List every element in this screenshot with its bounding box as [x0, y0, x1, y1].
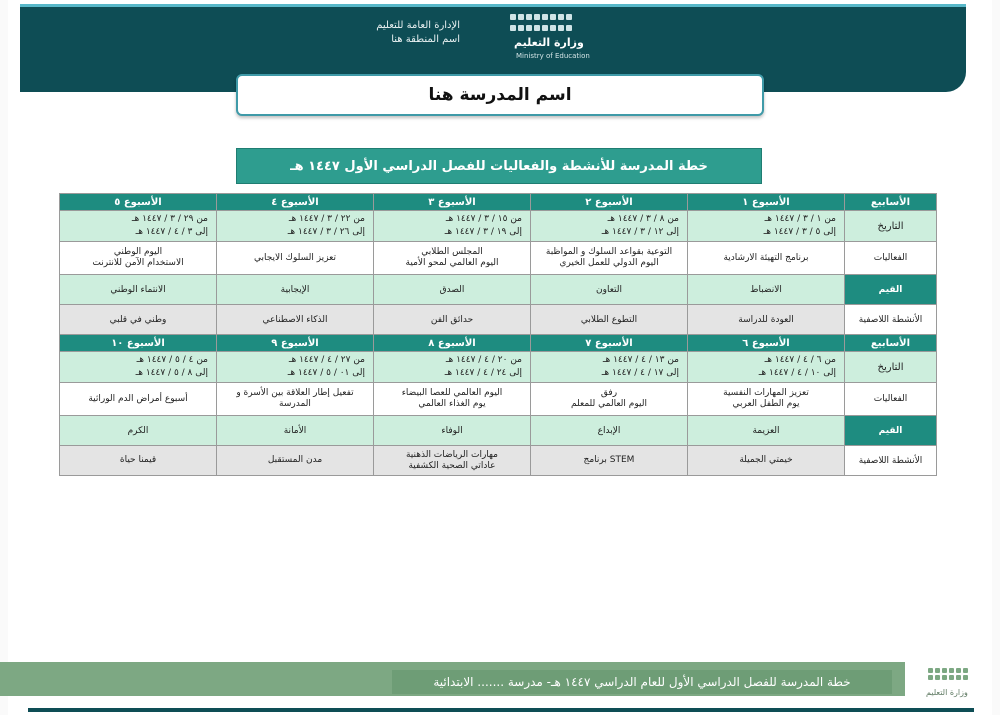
extracurricular-line: خيمتي الجميلة — [739, 455, 793, 465]
extracurricular-line: مهارات الرياضات الذهنية — [405, 449, 499, 460]
row-label-events: الفعاليات — [845, 383, 937, 416]
date-to: إلى ٠١ / ٥ / ١٤٤٧ هـ — [287, 368, 365, 378]
event-line: يوم الطفل العربي — [732, 399, 800, 409]
school-name-box — [236, 74, 764, 116]
week-header: الأسبوع ٦ — [688, 335, 845, 352]
date-cell — [374, 352, 531, 383]
activity-plan-table — [59, 193, 937, 476]
date-cell — [60, 211, 217, 242]
week-header: الأسبوع ٣ — [374, 194, 531, 211]
event-line: تفعيل إطار العلاقة بين الأسرة و — [236, 388, 354, 398]
date-cell — [531, 211, 688, 242]
week-header: الأسبوع ٢ — [531, 194, 688, 211]
row-label-date: التاريخ — [845, 352, 937, 383]
date-cell — [531, 352, 688, 383]
event-line: اليوم العالمي للعصا البيضاء — [401, 388, 503, 398]
date-from: من ٢٩ / ٣ / ١٤٤٧ هـ — [131, 214, 208, 224]
event-line: برنامج التهيئة الارشادية — [723, 252, 809, 263]
date-from: من ٤ / ٥ / ١٤٤٧ هـ — [136, 355, 208, 365]
event-line: الاستخدام الآمن للانترنت — [92, 258, 184, 268]
row-label-values: القيم — [845, 275, 937, 305]
event-line: اليوم الدولي للعمل الخيري — [559, 258, 659, 268]
extracurricular-cell: العودة للدراسة — [688, 305, 845, 335]
footer — [0, 662, 1000, 704]
value-cell: الانضباط — [688, 275, 845, 305]
table-row-weeks-2 — [60, 335, 937, 352]
row-label-weeks: الأسابيع — [845, 335, 937, 352]
extracurricular-cell — [217, 446, 374, 476]
value-cell: التعاون — [531, 275, 688, 305]
date-to: إلى ٢٦ / ٣ / ١٤٤٧ هـ — [287, 227, 365, 237]
date-to: إلى ٨ / ٥ / ١٤٤٧ هـ — [135, 368, 208, 378]
ministry-logo — [376, 12, 590, 62]
admin-line-2: اسم المنطقة هنا — [391, 34, 460, 45]
event-line: اليوم العالمي للمعلم — [571, 399, 647, 409]
week-header: الأسبوع ١ — [688, 194, 845, 211]
bottom-accent-line — [28, 708, 974, 712]
event-cell — [688, 383, 845, 416]
table-row-extracurricular-1 — [60, 305, 937, 335]
table-row-weeks-1 — [60, 194, 937, 211]
date-to: إلى ١٢ / ٣ / ١٤٤٧ هـ — [601, 227, 679, 237]
event-cell — [688, 242, 845, 275]
date-cell — [688, 352, 845, 383]
extracurricular-cell: حدائق الفن — [374, 305, 531, 335]
value-cell: الكرم — [60, 416, 217, 446]
date-to: إلى ١٩ / ٣ / ١٤٤٧ هـ — [444, 227, 522, 237]
date-from: من ٦ / ٤ / ١٤٤٧ هـ — [764, 355, 836, 365]
extracurricular-cell: الذكاء الاصطناعي — [217, 305, 374, 335]
extracurricular-cell — [60, 446, 217, 476]
event-cell — [374, 383, 531, 416]
value-cell: الإيجابية — [217, 275, 374, 305]
week-header: الأسبوع ١٠ — [60, 335, 217, 352]
extracurricular-line: مدن المستقبل — [267, 455, 323, 465]
header-accent-line — [20, 4, 966, 7]
row-label-date: التاريخ — [845, 211, 937, 242]
extracurricular-line: قيمنا حياة — [119, 455, 157, 465]
table-row-dates-1 — [60, 211, 937, 242]
row-label-events: الفعاليات — [845, 242, 937, 275]
event-cell — [60, 242, 217, 275]
event-cell — [531, 383, 688, 416]
school-name: اسم المدرسة هنا — [428, 85, 572, 105]
date-from: من ١٥ / ٣ / ١٤٤٧ هـ — [445, 214, 522, 224]
date-from: من ٢٢ / ٣ / ١٤٤٧ هـ — [288, 214, 365, 224]
event-cell — [217, 242, 374, 275]
date-to: إلى ٢٤ / ٤ / ١٤٤٧ هـ — [444, 368, 522, 378]
date-cell — [60, 352, 217, 383]
date-to: إلى ١٧ / ٤ / ١٤٤٧ هـ — [601, 368, 679, 378]
ministry-name-ar: وزارة التعليم — [514, 36, 584, 49]
event-cell — [531, 242, 688, 275]
date-from: من ٢٠ / ٤ / ١٤٤٧ هـ — [445, 355, 522, 365]
date-to: إلى ١٠ / ٤ / ١٤٤٧ هـ — [758, 368, 836, 378]
extracurricular-cell — [531, 446, 688, 476]
admin-line-1: الإدارة العامة للتعليم — [376, 20, 460, 31]
row-label-extracurricular: الأنشطة اللاصفية — [845, 305, 937, 335]
date-cell — [217, 352, 374, 383]
value-cell: الانتماء الوطني — [60, 275, 217, 305]
event-line: المدرسة — [279, 399, 311, 409]
footer-ministry-logo — [906, 666, 986, 698]
row-label-extracurricular: الأنشطة اللاصفية — [845, 446, 937, 476]
ministry-name-en: Ministry of Education — [516, 52, 590, 60]
date-to: إلى ٥ / ٣ / ١٤٤٧ هـ — [763, 227, 836, 237]
value-cell: الإبداع — [531, 416, 688, 446]
extracurricular-line: عاداتي الصحية الكشفية — [408, 460, 496, 471]
date-from: من ١٣ / ٤ / ١٤٤٧ هـ — [602, 355, 679, 365]
date-cell — [374, 211, 531, 242]
event-cell — [60, 383, 217, 416]
date-cell — [688, 211, 845, 242]
event-line: يوم الغذاء العالمي — [418, 399, 486, 409]
event-cell — [217, 383, 374, 416]
date-to: إلى ٣ / ٤ / ١٤٤٧ هـ — [135, 227, 208, 237]
date-from: من ١ / ٣ / ١٤٤٧ هـ — [764, 214, 836, 224]
date-cell — [217, 211, 374, 242]
week-header: الأسبوع ٩ — [217, 335, 374, 352]
extracurricular-cell — [374, 446, 531, 476]
table-row-events-1 — [60, 242, 937, 275]
table-row-values-1 — [60, 275, 937, 305]
date-from: من ٨ / ٣ / ١٤٤٧ هـ — [607, 214, 679, 224]
row-label-values: القيم — [845, 416, 937, 446]
value-cell: الصدق — [374, 275, 531, 305]
row-label-weeks: الأسابيع — [845, 194, 937, 211]
extracurricular-cell — [688, 446, 845, 476]
event-line: التوعية بقواعد السلوك و المواظبة — [545, 247, 673, 257]
date-from: من ٢٧ / ٤ / ١٤٤٧ هـ — [288, 355, 365, 365]
footer-text: خطة المدرسة للفصل الدراسي الأول للعام الدراسي ١٤٤٧ هـ- مدرسة ....... الابتدائية — [392, 670, 892, 694]
week-header: الأسبوع ٨ — [374, 335, 531, 352]
plan-title: خطة المدرسة للأنشطة والفعاليات للفصل الدراسي الأول ١٤٤٧ هـ — [236, 148, 762, 184]
table-row-dates-2 — [60, 352, 937, 383]
event-line: اليوم الوطني — [113, 247, 163, 257]
extracurricular-cell: وطني في قلبي — [60, 305, 217, 335]
event-line: اليوم العالمي لمحو الأمية — [405, 258, 499, 268]
event-line: تعزيز السلوك الايجابي — [253, 252, 337, 263]
event-line: رفق — [600, 388, 618, 398]
event-line: تعزيز المهارات النفسية — [723, 388, 809, 398]
footer-logo-icon — [928, 668, 968, 680]
event-cell — [374, 242, 531, 275]
footer-logo-text: وزارة التعليم — [926, 688, 968, 697]
value-cell: الأمانة — [217, 416, 374, 446]
week-header: الأسبوع ٥ — [60, 194, 217, 211]
event-line: أسبوع أمراض الدم الوراثية — [88, 393, 188, 404]
extracurricular-cell: التطوع الطلابي — [531, 305, 688, 335]
event-line: المجلس الطلابي — [421, 247, 483, 257]
table-row-extracurricular-2 — [60, 446, 937, 476]
table-row-values-2 — [60, 416, 937, 446]
extracurricular-line: STEM برنامج — [583, 455, 635, 465]
table-row-events-2 — [60, 383, 937, 416]
week-header: الأسبوع ٧ — [531, 335, 688, 352]
value-cell: العزيمة — [688, 416, 845, 446]
value-cell: الوفاء — [374, 416, 531, 446]
ministry-logo-icon — [510, 14, 572, 34]
week-header: الأسبوع ٤ — [217, 194, 374, 211]
